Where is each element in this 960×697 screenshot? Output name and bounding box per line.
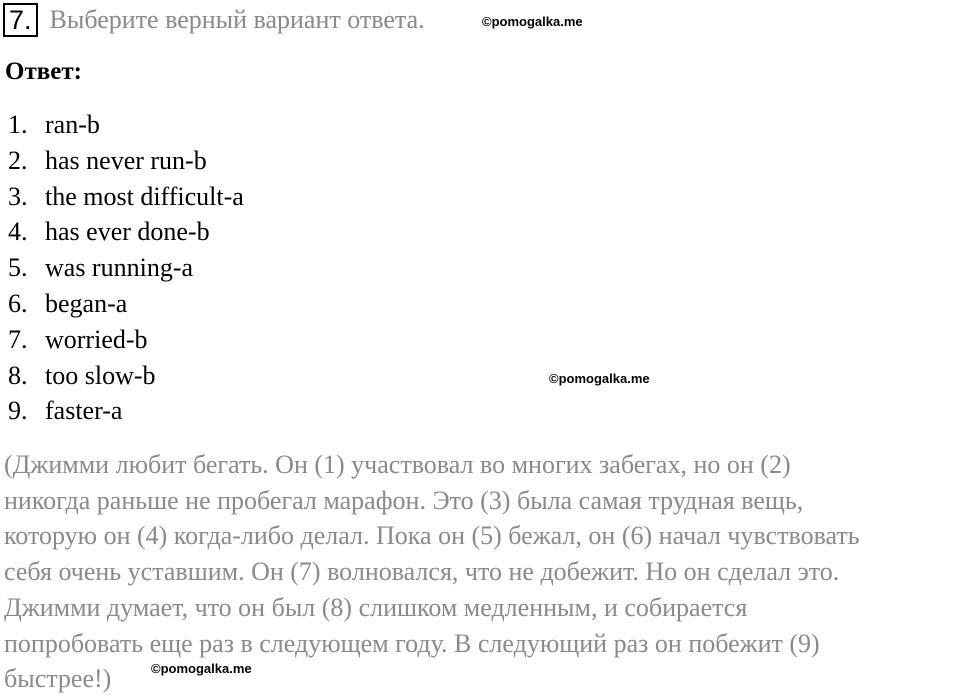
watermark: ©pomogalka.me [482, 14, 583, 29]
translation-line: (Джимми любит бегать. Он (1) участвовал во многих забегах, но он (2) [4, 450, 791, 479]
answer-label: Ответ: [5, 58, 82, 85]
list-item [8, 250, 244, 286]
answer-text: ran-b [45, 110, 100, 139]
task-instruction: Выберите верный вариант ответа. [49, 5, 425, 34]
answer-text: the most difficult-a [45, 181, 244, 211]
answer-number: 9. [8, 396, 28, 426]
answer-number: 6. [8, 288, 28, 318]
task-header [3, 3, 425, 37]
answer-text: has ever done-b [45, 217, 210, 247]
answer-text: worried-b [45, 324, 148, 354]
translation-line: которую он (4) когда-либо делал. Пока он (5) бежал, он (6) начал чувствовать [4, 521, 860, 551]
answer-text: began-a [45, 288, 128, 318]
answer-text: too slow-b [45, 360, 156, 390]
answer-number: 7. [8, 324, 28, 354]
list-item [8, 393, 244, 429]
answer-number: 3. [8, 181, 28, 211]
list-item [8, 214, 244, 250]
list-item [8, 286, 244, 322]
answer-number: 1. [8, 110, 28, 139]
answer-number: 4. [8, 217, 28, 247]
answer-number: 2. [8, 145, 28, 175]
translation-paragraph [4, 447, 956, 697]
answer-number: 5. [8, 253, 28, 283]
translation-line: никогда раньше не пробегал марафон. Это (3) была самая трудная вещь, [4, 485, 804, 515]
answer-text: faster-a [45, 396, 123, 426]
translation-line: Джимми думает, что он был (8) слишком медленным, и собирается [4, 592, 748, 622]
translation-line: быстрее!) [4, 664, 112, 694]
task-number: 7. [3, 3, 38, 37]
watermark: ©pomogalka.me [549, 371, 650, 386]
list-item [8, 322, 244, 358]
list-item [8, 107, 244, 143]
list-item [8, 179, 244, 215]
list-item [8, 358, 244, 394]
answer-text: has never run-b [45, 145, 207, 175]
answer-number: 8. [8, 360, 28, 390]
list-item [8, 143, 244, 179]
translation-line: себя очень уставшим. Он (7) волновался, что не добежит. Но он сделал это. [4, 557, 840, 587]
answer-list [8, 107, 244, 429]
translation-line: попробовать еще раз в следующем году. В следующий раз он побежит (9) [4, 628, 820, 658]
answer-text: was running-a [45, 253, 194, 283]
watermark: ©pomogalka.me [151, 661, 252, 676]
